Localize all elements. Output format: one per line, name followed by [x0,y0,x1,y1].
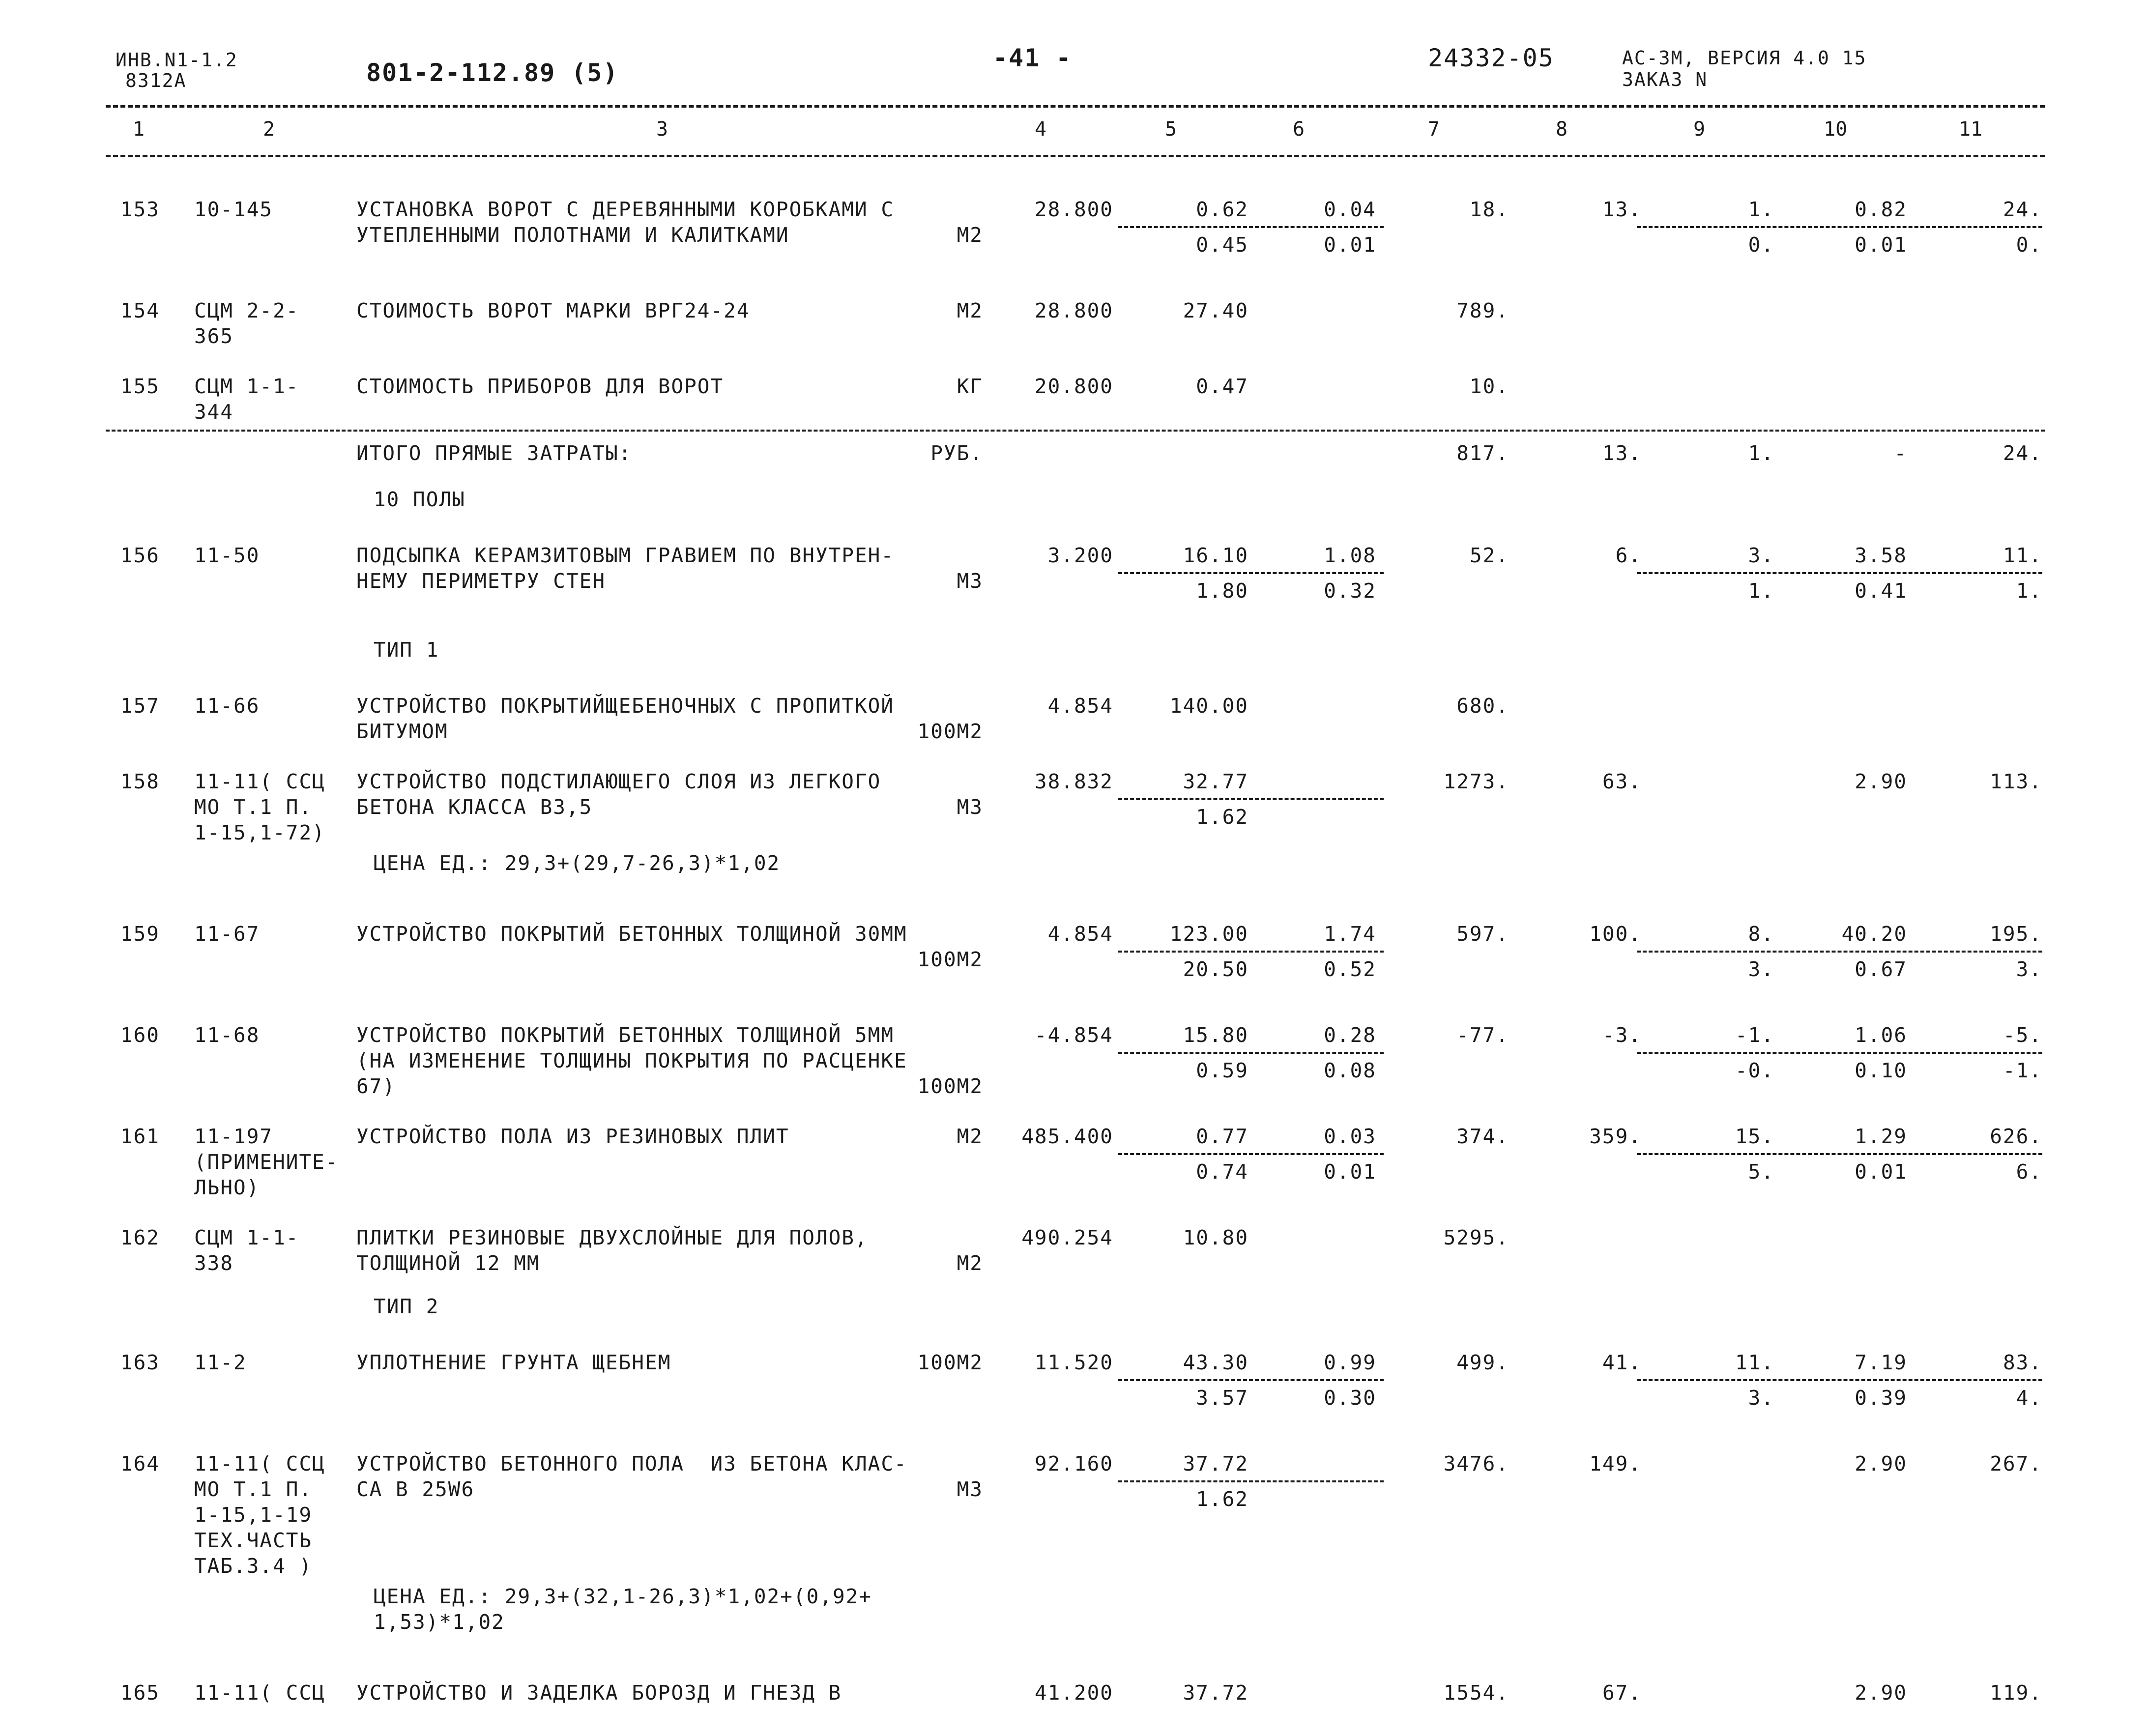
table-row [0,673,2148,749]
labor-total: 113. [1990,770,2042,793]
price-code: ТЕХ.ЧАСТЬ [194,1529,313,1552]
work-description: ТОЛЩИНОЙ 12 ММ [356,1251,540,1275]
section-type-1-label: ТИП 1 [374,638,439,662]
labor-unit: 40.20 [1841,922,1907,946]
sub-total-machine: -0. [1735,1059,1774,1082]
sub-unit-machine: 0.52 [1324,957,1376,981]
price-note: ЦЕНА ЕД.: 29,3+(29,7-26,3)*1,02 [374,851,781,875]
unit-price: 27.40 [1183,299,1248,322]
column-number-row [0,117,2148,146]
header-rule-bottom [106,155,2045,157]
total-cost: 18. [1469,198,1509,221]
sub-total-machine: 0. [1748,233,1774,257]
work-description: УСТРОЙСТВО БЕТОННОГО ПОЛА ИЗ БЕТОНА КЛАС- [356,1452,907,1476]
table-row [0,1431,2148,1660]
sub-divider [1637,1052,2042,1054]
estimate-table [0,177,2148,1736]
price-code: 338 [194,1251,234,1275]
sub-divider [1637,226,2042,228]
unit-price: 32.77 [1183,770,1248,793]
unit-price: 0.77 [1196,1125,1248,1148]
total-label: ИТОГО ПРЯМЫЕ ЗАТРАТЫ: [356,441,632,465]
total-cost: 3476. [1443,1452,1509,1476]
work-description: УПЛОТНЕНИЕ ГРУНТА ЩЕБНЕМ [356,1351,671,1374]
price-code: 1-15,1-19 [194,1503,313,1527]
sub-labor-total: 6. [2016,1160,2042,1184]
unit-machine: 0.04 [1324,198,1376,221]
quantity: 41.200 [1034,1681,1113,1705]
unit: М3 [957,569,983,593]
total-cost: 1554. [1443,1681,1509,1705]
sub-labor-total: 4. [2016,1386,2042,1410]
work-description: БИТУМОМ [356,720,448,743]
total-machine: 1. [1748,441,1774,465]
price-code: МО Т.1 П. [194,1477,313,1501]
unit-price: 37.72 [1183,1681,1248,1705]
sub-divider [1118,1379,1384,1381]
col-10: 10 [1824,118,1848,141]
total-cost: 499. [1456,1351,1509,1374]
unit-machine: 1.74 [1324,922,1376,946]
sub-total-machine: 5. [1748,1160,1774,1184]
work-description: УСТАНОВКА ВОРОТ С ДЕРЕВЯННЫМИ КОРОБКАМИ С [356,198,895,221]
sub-divider [1118,1052,1384,1054]
unit: М2 [957,299,983,322]
price-code: СЦМ 1-1- [194,1226,299,1249]
sub-unit-machine: 0.01 [1324,1160,1376,1184]
total-row [0,430,2148,474]
sub-divider [1118,226,1384,228]
sub-labor-total: 3. [2016,957,2042,981]
sub-unit-machine: 0.01 [1324,233,1376,257]
total-labor-unit: - [1894,441,1907,465]
total-machine: 3. [1748,544,1774,567]
labor-unit: 2.90 [1855,1681,1907,1705]
quantity: 38.832 [1034,770,1113,793]
table-row [0,177,2148,278]
sub-divider [1637,1379,2042,1381]
total-wages: 100. [1589,922,1642,946]
row-number: 161 [120,1125,160,1148]
quantity: -4.854 [1034,1023,1113,1047]
sub-total-machine: 1. [1748,579,1774,603]
price-code: ТАБ.3.4 ) [194,1554,313,1578]
total-divider [106,430,2045,432]
unit-machine: 0.03 [1324,1125,1376,1148]
labor-total: 195. [1990,922,2042,946]
header-rule-top [106,105,2045,108]
row-number: 160 [120,1023,160,1047]
sub-total-machine: 3. [1748,957,1774,981]
col-8: 8 [1556,118,1568,141]
unit-price: 0.62 [1196,198,1248,221]
row-number: 154 [120,299,160,322]
price-code: 365 [194,324,234,348]
work-description: УСТРОЙСТВО ПОКРЫТИЙ БЕТОННЫХ ТОЛЩИНОЙ 30ММ [356,922,907,946]
total-wages: 67. [1602,1681,1642,1705]
quantity: 92.160 [1034,1452,1113,1476]
sub-unit-price: 1.62 [1196,805,1248,829]
unit-price: 140.00 [1169,694,1248,718]
sub-divider [1637,951,2042,953]
sub-divider [1118,1480,1384,1482]
total-wages: 359. [1589,1125,1642,1148]
section-floors-label: 10 ПОЛЫ [374,488,465,511]
row-number: 165 [120,1681,160,1705]
unit: М2 [957,1251,983,1275]
table-row [0,1104,2148,1205]
sub-unit-price: 3.57 [1196,1386,1248,1410]
total-labor: 24. [2003,441,2042,465]
section-type-1 [0,624,2148,673]
price-code: 10-145 [194,198,273,221]
price-code: 11-11( ССЦ [194,1452,325,1476]
sub-labor-total: 1. [2016,579,2042,603]
work-description: ПОДСЫПКА КЕРАМЗИТОВЫМ ГРАВИЕМ ПО ВНУТРЕН- [356,544,895,567]
unit: 100М2 [917,948,983,971]
sub-labor-unit: 0.67 [1855,957,1907,981]
table-row [0,1003,2148,1104]
table-row [0,278,2148,354]
work-description: УСТРОЙСТВО ПОЛА ИЗ РЕЗИНОВЫХ ПЛИТ [356,1125,789,1148]
price-code: 11-67 [194,922,260,946]
quantity: 4.854 [1047,922,1113,946]
inventory-subnumber: 8312А [125,70,187,91]
unit-price: 10.80 [1183,1226,1248,1249]
unit: КГ [957,375,983,398]
sub-divider [1118,1153,1384,1155]
price-code: СЦМ 1-1- [194,375,299,398]
total-wages: 6. [1615,544,1642,567]
work-description: СА В 25W6 [356,1477,475,1501]
unit: 100М2 [917,720,983,743]
unit: М3 [957,1477,983,1501]
price-code: 11-66 [194,694,260,718]
work-description: НЕМУ ПЕРИМЕТРУ СТЕН [356,569,606,593]
sub-labor-unit: 0.10 [1855,1059,1907,1082]
project-number: 801-2-112.89 (5) [366,58,619,87]
col-7: 7 [1428,118,1440,141]
document-header [0,0,2148,128]
unit-price: 123.00 [1169,922,1248,946]
sub-labor-total: 0. [2016,233,2042,257]
unit: М2 [957,223,983,247]
labor-total: 626. [1990,1125,2042,1148]
row-number: 155 [120,375,160,398]
total-machine: 15. [1735,1125,1774,1148]
price-code: СЦМ 2-2- [194,299,299,322]
total-cost: 789. [1456,299,1509,322]
sub-unit-price: 20.50 [1183,957,1248,981]
inventory-number: ИНВ.N1-1.2 [116,49,238,71]
system-version: АС-3М, ВЕРСИЯ 4.0 15 [1622,47,1867,69]
work-description: (НА ИЗМЕНЕНИЕ ТОЛЩИНЫ ПОКРЫТИЯ ПО РАСЦЕНКЕ [356,1049,907,1072]
sub-unit-price: 0.74 [1196,1160,1248,1184]
unit-machine: 0.99 [1324,1351,1376,1374]
sub-labor-unit: 0.01 [1855,1160,1907,1184]
quantity: 3.200 [1047,544,1113,567]
labor-total: 11. [2003,544,2042,567]
price-code: 11-2 [194,1351,247,1374]
sub-unit-machine: 0.08 [1324,1059,1376,1082]
sub-divider [1637,572,2042,574]
sub-labor-total: -1. [2003,1059,2042,1082]
col-3: 3 [656,118,668,141]
price-note: ЦЕНА ЕД.: 29,3+(32,1-26,3)*1,02+(0,92+ [374,1585,872,1608]
row-number: 157 [120,694,160,718]
work-description: БЕТОНА КЛАССА В3,5 [356,795,593,819]
sub-unit-price: 0.45 [1196,233,1248,257]
unit-machine: 0.28 [1324,1023,1376,1047]
price-code: 344 [194,400,234,424]
row-number: 162 [120,1226,160,1249]
sub-labor-unit: 0.01 [1855,233,1907,257]
unit-price: 43.30 [1183,1351,1248,1374]
row-number: 159 [120,922,160,946]
work-description: УСТРОЙСТВО ПОДСТИЛАЮЩЕГО СЛОЯ ИЗ ЛЕГКОГО [356,770,881,793]
section-floors [0,474,2148,523]
sub-divider [1118,951,1384,953]
table-row [0,1660,2148,1736]
row-number: 153 [120,198,160,221]
col-4: 4 [1035,118,1047,141]
table-row [0,523,2148,624]
col-2: 2 [263,118,275,141]
work-description: ПЛИТКИ РЕЗИНОВЫЕ ДВУХСЛОЙНЫЕ ДЛЯ ПОЛОВ, [356,1226,868,1249]
total-wages: 13. [1602,441,1642,465]
table-row [0,749,2148,901]
total-cost: 817. [1456,441,1509,465]
labor-unit: 1.29 [1855,1125,1907,1148]
total-machine: -1. [1735,1023,1774,1047]
labor-unit: 0.82 [1855,198,1907,221]
price-code: ЛЬНО) [194,1176,260,1199]
sub-labor-unit: 0.39 [1855,1386,1907,1410]
sub-divider [1118,798,1384,800]
total-wages: -3. [1602,1023,1642,1047]
labor-total: 83. [2003,1351,2042,1374]
labor-total: 24. [2003,198,2042,221]
price-code: 11-50 [194,544,260,567]
col-5: 5 [1165,118,1177,141]
table-row [0,901,2148,1003]
quantity: 4.854 [1047,694,1113,718]
price-code: 11-11( ССЦ [194,1681,325,1705]
row-number: 156 [120,544,160,567]
page-number: -41 - [993,44,1072,72]
total-cost: -77. [1456,1023,1509,1047]
work-description: СТОИМОСТЬ ВОРОТ МАРКИ ВРГ24-24 [356,299,750,322]
sub-divider [1637,1153,2042,1155]
price-note: 1,53)*1,02 [374,1610,505,1634]
unit-price: 16.10 [1183,544,1248,567]
row-number: 163 [120,1351,160,1374]
quantity: 28.800 [1034,299,1113,322]
total-cost: 597. [1456,922,1509,946]
total-wages: 13. [1602,198,1642,221]
order-number: 24332-05 [1428,44,1554,72]
total-unit: РУБ. [930,441,983,465]
total-machine: 1. [1748,198,1774,221]
table-row [0,1205,2148,1281]
price-code: 1-15,1-72) [194,821,325,844]
labor-total: -5. [2003,1023,2042,1047]
table-row [0,1330,2148,1431]
quantity: 11.520 [1034,1351,1113,1374]
sub-divider [1118,572,1384,574]
price-code: 11-11( ССЦ [194,770,325,793]
unit: 100М2 [917,1074,983,1098]
labor-total: 267. [1990,1452,2042,1476]
col-1: 1 [133,118,145,141]
price-code: МО Т.1 П. [194,795,313,819]
col-9: 9 [1693,118,1706,141]
row-number: 158 [120,770,160,793]
work-description: 67) [356,1074,396,1098]
unit: 100М2 [917,1351,983,1374]
labor-unit: 7.19 [1855,1351,1907,1374]
unit: М3 [957,795,983,819]
total-cost: 52. [1469,544,1509,567]
price-code: 11-68 [194,1023,260,1047]
price-code: (ПРИМЕНИТЕ- [194,1150,339,1174]
total-cost: 680. [1456,694,1509,718]
work-description: УСТРОЙСТВО ПОКРЫТИЙЩЕБЕНОЧНЫХ С ПРОПИТКОЙ [356,694,895,718]
quantity: 20.800 [1034,375,1113,398]
work-description: УТЕПЛЕННЫМИ ПОЛОТНАМИ И КАЛИТКАМИ [356,223,789,247]
quantity: 490.254 [1021,1226,1113,1249]
work-description: УСТРОЙСТВО И ЗАДЕЛКА БОРОЗД И ГНЕЗД В [356,1681,842,1705]
order-label: ЗАКАЗ N [1622,69,1708,90]
labor-unit: 1.06 [1855,1023,1907,1047]
total-machine: 11. [1735,1351,1774,1374]
sub-unit-price: 1.80 [1196,579,1248,603]
unit-price: 37.72 [1183,1452,1248,1476]
total-cost: 1273. [1443,770,1509,793]
col-6: 6 [1293,118,1305,141]
section-type-2-label: ТИП 2 [374,1295,439,1318]
labor-total: 119. [1990,1681,2042,1705]
sub-labor-unit: 0.41 [1855,579,1907,603]
total-wages: 149. [1589,1452,1642,1476]
total-wages: 41. [1602,1351,1642,1374]
sub-unit-machine: 0.30 [1324,1386,1376,1410]
labor-unit: 2.90 [1855,1452,1907,1476]
labor-unit: 2.90 [1855,770,1907,793]
total-wages: 63. [1602,770,1642,793]
unit-price: 15.80 [1183,1023,1248,1047]
quantity: 485.400 [1021,1125,1113,1148]
labor-unit: 3.58 [1855,544,1907,567]
sub-unit-machine: 0.32 [1324,579,1376,603]
total-cost: 374. [1456,1125,1509,1148]
total-machine: 8. [1748,922,1774,946]
unit: М2 [957,1125,983,1148]
work-description: СТОИМОСТЬ ПРИБОРОВ ДЛЯ ВОРОТ [356,375,724,398]
price-code: 11-197 [194,1125,273,1148]
table-row [0,354,2148,430]
work-description: УСТРОЙСТВО ПОКРЫТИЙ БЕТОННЫХ ТОЛЩИНОЙ 5ММ [356,1023,895,1047]
quantity: 28.800 [1034,198,1113,221]
sub-unit-price: 1.62 [1196,1487,1248,1511]
row-number: 164 [120,1452,160,1476]
unit-price: 0.47 [1196,375,1248,398]
sub-unit-price: 0.59 [1196,1059,1248,1082]
col-11: 11 [1959,118,1983,141]
sub-total-machine: 3. [1748,1386,1774,1410]
total-cost: 5295. [1443,1226,1509,1249]
total-cost: 10. [1469,375,1509,398]
section-type-2 [0,1281,2148,1330]
unit-machine: 1.08 [1324,544,1376,567]
